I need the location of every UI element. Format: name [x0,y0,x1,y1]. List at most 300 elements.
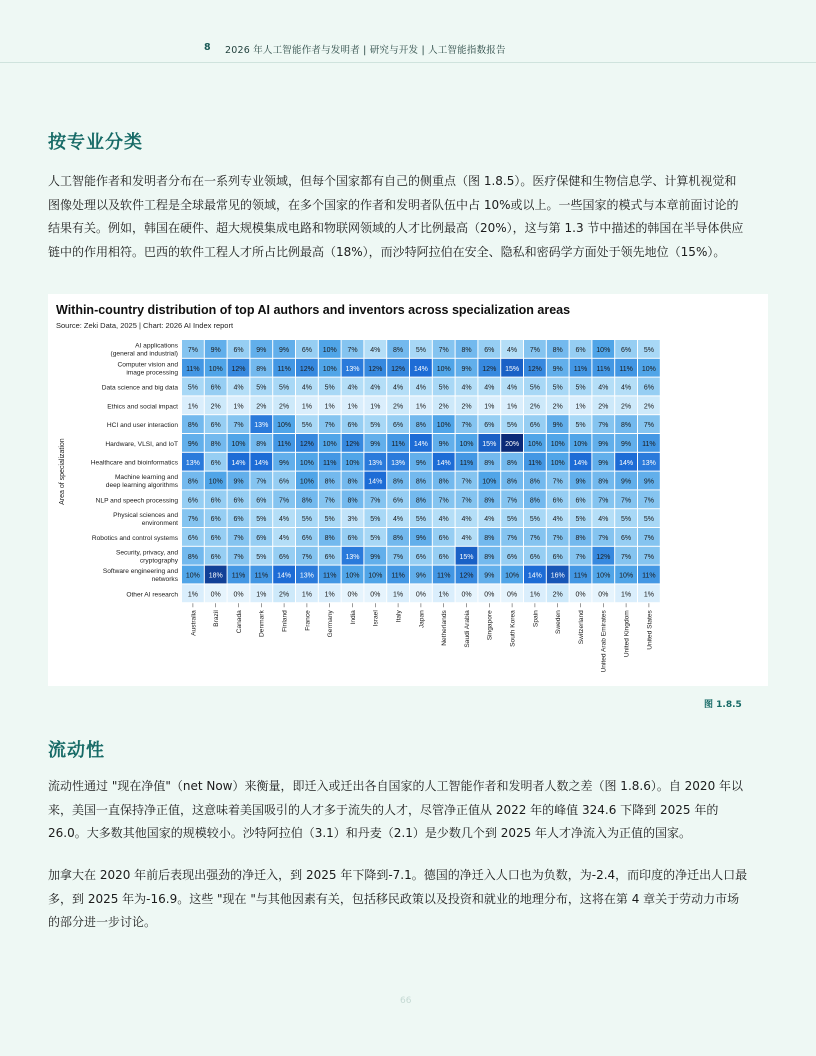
heatmap-cell-label: 8% [415,497,426,505]
heatmap-cell-label: 11% [619,365,633,373]
heatmap-cell-label: 5% [256,384,267,392]
heatmap-cell-label: 0% [415,591,426,599]
row-label: Computer vision and [117,361,178,369]
heatmap-cell-label: 5% [256,516,267,524]
heatmap-cell-label: 6% [552,497,563,505]
heatmap-cell-label: 2% [552,403,563,411]
heatmap-cell-label: 20% [505,441,520,448]
figure-label: 图 1.8.5 [704,700,742,710]
heatmap-cell-label: 6% [233,516,244,524]
mobility-paragraph-1: 流动性通过 "现在净值"（net Now）来衡量，即迁入或迁出各自国家的人工智能作者和发明者人数之差（图 1.8.6）。自 2020 年以来，美国一直保持净正值，这意味着美国吸引的人才多于流失的人才，尽管净正值从 2022 年的峰值 324.6 下降到 2025 年的 26.0。大多数其他国家的规模较小。沙特阿拉伯（3.1）和丹麦（2.1）是少数几个到 2025 年人才净流入为正值的国家。 [48,779,744,840]
heatmap-cell-label: 9% [187,441,198,448]
heatmap-cell-label: 5% [507,422,518,430]
heatmap-cell-label: 1% [575,403,586,411]
heatmap-cell-label: 4% [370,384,381,392]
heatmap-cell-label: 4% [279,516,290,524]
heatmap-cell-label: 12% [231,365,246,373]
heatmap-cell-label: 5% [643,516,654,524]
header-page-number: 8 [204,42,211,53]
heatmap-cell-label: 14% [254,459,269,467]
heatmap-cell-label: 1% [438,591,449,599]
heatmap-cell-label: 8% [256,365,267,373]
column-label: India [349,610,357,625]
heatmap-cell-label: 10% [596,572,611,580]
heatmap-cell-label: 1% [621,591,632,599]
heatmap-cell-label: 4% [484,384,495,392]
heatmap-cell-label: 8% [393,535,404,542]
heatmap-cell-label: 7% [256,478,267,486]
heatmap-cell-label: 2% [256,403,267,411]
heatmap-cell-label: 5% [187,384,198,392]
heatmap-cell-label: 6% [393,422,404,430]
heatmap-cell-label: 1% [347,403,358,411]
heatmap-cell-label: 7% [598,535,609,542]
heatmap-cell-label: 5% [643,347,654,354]
heatmap-cell-label: 1% [324,403,335,411]
heatmap-cell-label: 4% [507,347,518,354]
heatmap-cell-label: 7% [461,497,472,505]
section-title-specialization: 按专业分类 [48,132,143,153]
heatmap-cell-label: 6% [529,422,540,430]
heatmap-cell-label: 0% [461,591,472,599]
heatmap-cell-label: 11% [254,572,269,580]
column-label: Sweden [555,610,563,635]
heatmap-cell-label: 18% [208,572,223,580]
heatmap-cell-label: 4% [233,384,244,392]
heatmap-cell-label: 8% [393,347,404,354]
heatmap-cell-label: 14% [573,459,588,467]
row-label: networks [151,576,178,584]
heatmap-cell-label: 11% [277,441,291,448]
row-label: Robotics and control systems [91,534,178,542]
heatmap-cell-label: 11% [528,459,542,467]
heatmap-cell-label: 13% [641,459,656,467]
heatmap-cell-label: 10% [641,365,656,373]
heatmap-cell-label: 9% [415,572,426,580]
heatmap-cell-label: 6% [438,535,449,542]
heatmap-cell-label: 6% [256,497,267,505]
column-label: Israel [372,610,380,627]
heatmap-cell-label: 4% [393,384,404,392]
heatmap-cell-label: 9% [643,478,654,486]
heatmap-cell-label: 11% [391,441,405,448]
heatmap-cell-label: 11% [391,572,405,580]
heatmap-cell-label: 8% [507,478,518,486]
heatmap-cell-label: 5% [370,535,381,542]
heatmap-cell-label: 10% [550,459,565,467]
heatmap-cell-label: 5% [621,516,632,524]
heatmap-cell-label: 10% [596,347,611,354]
heatmap-cell-label: 10% [322,347,337,354]
heatmap-cell-label: 6% [438,553,449,561]
heatmap-cell-label: 1% [324,591,335,599]
heatmap-cell-label: 9% [438,441,449,448]
heatmap-cell-label: 6% [643,384,654,392]
header-divider [0,62,816,63]
heatmap-cell-label: 4% [552,516,563,524]
heatmap-cell-label: 11% [642,572,656,580]
heatmap-cell-label: 6% [621,347,632,354]
heatmap-cell-label: 8% [187,422,198,430]
heatmap-cell-label: 6% [210,459,221,467]
heatmap-cell-label: 10% [277,422,292,430]
heatmap-cell-label: 5% [415,516,426,524]
heatmap-cell-label: 5% [324,384,335,392]
heatmap-cell-label: 8% [507,459,518,467]
heatmap-cell-label: 8% [393,478,404,486]
heatmap-cell-label: 9% [233,478,244,486]
heatmap-cell-label: 10% [345,572,360,580]
mobility-paragraph-2: 加拿大在 2020 年前后表现出强劲的净迁入，到 2025 年下降到-7.1。德国的净迁入人口也为负数，为-2.4，而印度的净迁出人口最多，到 2025 年为-16.9。这些 "现在 "与其他因素有关，包括移民政策以及投资和就业的地理分布，这将在第 4 章关于劳动力市场的部分进一步讨论。 [48,868,748,929]
heatmap-cell-label: 2% [279,591,290,599]
heatmap-cell-label: 1% [187,591,198,599]
heatmap-cell-label: 5% [415,347,426,354]
column-label: Switzerland [577,610,585,645]
row-label: NLP and speech processing [95,497,178,505]
heatmap-cell-label: 8% [529,478,540,486]
heatmap-cell-label: 8% [438,478,449,486]
heatmap-cell-label: 8% [301,497,312,505]
heatmap-cell-label: 4% [438,516,449,524]
heatmap-cell-label: 4% [598,516,609,524]
row-label: Physical sciences and [113,511,178,519]
heatmap-cell-label: 4% [507,384,518,392]
heatmap-cell-label: 10% [619,572,634,580]
heatmap-cell-label: 8% [187,478,198,486]
heatmap-cell-label: 10% [505,572,520,580]
row-label: Machine learning and [114,474,178,482]
heatmap-cell-label: 9% [621,478,632,486]
heatmap-cell-label: 7% [552,535,563,542]
row-label: AI applications [135,342,178,350]
heatmap-cell-label: 2% [438,403,449,411]
heatmap-cell-label: 9% [552,422,563,430]
heatmap-cell-label: 1% [370,403,381,411]
heatmap-cell-label: 0% [598,591,609,599]
heatmap-cell-label: 13% [254,422,269,430]
heatmap-cell-label: 2% [598,403,609,411]
heatmap-cell-label: 9% [256,347,267,354]
column-label: France [304,610,312,631]
heatmap-cell-label: 12% [527,365,542,373]
heatmap-cell-label: 13% [299,572,314,580]
heatmap-cell-label: 6% [507,553,518,561]
heatmap-cell-label: 0% [233,591,244,599]
heatmap-cell-label: 14% [368,478,383,486]
heatmap-cell-label: 5% [507,516,518,524]
heatmap-cell-label: 8% [415,478,426,486]
heatmap-cell-label: 7% [393,553,404,561]
heatmap-cell-label: 0% [484,591,495,599]
heatmap-cell-label: 6% [347,535,358,542]
heatmap-cell-label: 12% [368,365,383,373]
breadcrumb: 2026 年人工智能作者与发明者 | 研究与开发 | 人工智能指数报告 [225,45,506,56]
heatmap-cell-label: 8% [347,478,358,486]
heatmap-cell-label: 6% [347,422,358,430]
heatmap-cell-label: 7% [233,535,244,542]
heatmap-cell-label: 5% [370,516,381,524]
heatmap-cell-label: 7% [461,422,472,430]
row-label: Other AI research [126,591,178,599]
heatmap-cell-label: 10% [482,478,497,486]
heatmap-cell-label: 13% [345,365,360,373]
column-label: Denmark [258,610,266,637]
heatmap-cell-label: 6% [233,347,244,354]
heatmap-cell-label: 1% [643,591,654,599]
heatmap-cell-label: 6% [575,497,586,505]
heatmap-cell-label: 11% [277,365,291,373]
heatmap-cell-label: 2% [643,403,654,411]
y-axis-title: Area of specialization [59,438,66,505]
column-label: Canada [235,610,243,634]
heatmap-cell-label: 6% [484,347,495,354]
column-label: Brazil [213,610,221,627]
heatmap-cell-label: 10% [299,478,314,486]
heatmap-cell-label: 7% [324,422,335,430]
heatmap-cell-label: 8% [415,422,426,430]
heatmap-cell-label: 11% [642,441,656,448]
heatmap-cell-label: 9% [575,478,586,486]
heatmap-cell-label: 14% [231,459,246,467]
heatmap-cell-label: 15% [459,553,474,561]
heatmap-cell-label: 11% [186,365,200,373]
page-number: 66 [400,996,412,1006]
heatmap-cell-label: 13% [345,553,360,561]
heatmap-chart [48,294,768,686]
heatmap-cell-label: 7% [598,497,609,505]
row-label: Security, privacy, and [115,549,178,557]
heatmap-cell-label: 8% [598,478,609,486]
heatmap-cell-label: 8% [621,422,632,430]
heatmap-cell-label: 13% [368,459,383,467]
heatmap-cell-label: 3% [347,516,358,524]
column-label: South Korea [509,610,517,647]
heatmap-cell-label: 1% [529,591,540,599]
heatmap-cell-label: 2% [279,403,290,411]
heatmap-cell-label: 5% [575,516,586,524]
heatmap-cell-label: 1% [393,591,404,599]
heatmap-cell-label: 10% [299,459,314,467]
heatmap-cell-label: 5% [256,553,267,561]
heatmap-cell-label: 11% [322,459,337,467]
heatmap-cell-label: 6% [233,497,244,505]
heatmap-cell-label: 6% [279,553,290,561]
heatmap-cell-label: 7% [233,553,244,561]
heatmap-cell-label: 10% [527,441,542,448]
heatmap-cell-label: 9% [484,572,495,580]
heatmap-cell-label: 13% [185,459,200,467]
heatmap-cell-label: 9% [415,459,426,467]
column-label: Spain [532,610,540,628]
heatmap-cell-label: 7% [507,497,518,505]
section-title-mobility: 流动性 [48,740,105,761]
heatmap-cell-label: 6% [301,347,312,354]
heatmap-cell-label: 11% [436,572,451,580]
heatmap-cell-label: 1% [187,403,198,411]
heatmap-cell-label: 8% [484,497,495,505]
heatmap-cell-label: 2% [461,403,472,411]
heatmap-cell-label: 5% [529,516,540,524]
heatmap-cell-label: 11% [459,459,474,467]
specialization-paragraph: 人工智能作者和发明者分布在一系列专业领域，但每个国家都有自己的侧重点（图 1.8.5）。医疗保健和生物信息学、计算机视觉和图像处理以及软件工程是全球最常见的领域，在多个国家的作者和发明者队伍中占 10%或以上。一些国家的模式与本章前面讨论的结果有关。例如，韩国在硬件、超大规模集成电路和物联网领域的人才比例最高（20%），这与第 1.3 节中描述的韩国在半导体供应链中的作用相符。巴西的软件工程人才所占比例最高（18%），而沙特阿拉伯在安全、隐私和密码学方面处于领先地位（15%）。 [48,174,744,259]
heatmap-cell-label: 4% [370,347,381,354]
heatmap-cell-label: 7% [643,553,654,561]
heatmap-cell-label: 10% [322,365,337,373]
heatmap-cell-label: 8% [187,553,198,561]
heatmap-cell-label: 7% [507,535,518,542]
heatmap-cell-label: 9% [279,459,290,467]
heatmap-cell-label: 12% [596,553,611,561]
row-label: (general and industrial) [110,350,178,358]
row-label: environment [141,519,178,527]
heatmap-cell-label: 4% [415,384,426,392]
heatmap-cell-label: 14% [277,572,292,580]
heatmap-cell-label: 7% [598,422,609,430]
heatmap-cell-label: 7% [370,497,381,505]
row-label: cryptography [139,557,178,565]
heatmap-cell-label: 6% [210,384,221,392]
heatmap-cell-label: 7% [461,478,472,486]
column-label: Italy [395,610,403,623]
heatmap-cell-label: 9% [415,535,426,542]
heatmap-cell-label: 5% [529,384,540,392]
heatmap-cell-label: 11% [596,365,611,373]
heatmap-cell-label: 4% [301,384,312,392]
heatmap-cell-label: 4% [393,516,404,524]
heatmap-cell-label: 11% [573,572,588,580]
heatmap-cell-label: 9% [598,459,609,467]
heatmap-cell-label: 1% [415,403,426,411]
heatmap-cell-label: 7% [301,553,312,561]
heatmap-cell-label: 7% [347,347,358,354]
heatmap-cell-label: 4% [279,535,290,542]
heatmap-cell-label: 6% [393,497,404,505]
column-label: United States [646,610,654,650]
heatmap-cell-label: 11% [231,572,246,580]
heatmap-cell-label: 5% [279,384,290,392]
heatmap-cell-label: 5% [370,422,381,430]
row-label: Ethics and social impact [107,403,178,411]
heatmap-cell-label: 11% [573,365,588,373]
heatmap-cell-label: 5% [575,384,586,392]
heatmap-cell-label: 0% [507,591,518,599]
heatmap-cell-label: 1% [233,403,244,411]
heatmap-cell-label: 15% [482,441,497,448]
heatmap-cell-label: 8% [484,459,495,467]
heatmap-cell-label: 8% [324,535,335,542]
row-label: Software engineering and [102,568,178,576]
heatmap-cell-label: 9% [370,441,381,448]
heatmap-cell-label: 6% [210,497,221,505]
heatmap-cell-label: 10% [345,459,360,467]
row-label: image processing [126,369,178,377]
row-label: deep learning algorithms [105,482,178,490]
chart-source: Source: Zeki Data, 2025 | Chart: 2026 AI Index report [56,321,234,330]
heatmap-svg [48,294,768,686]
heatmap-cell-label: 6% [210,516,221,524]
heatmap-cell-label: 8% [484,535,495,542]
column-label: United Kingdom [623,610,631,658]
column-label: Germany [327,610,335,638]
heatmap-cell-label: 6% [621,535,632,542]
chart-title: Within-country distribution of top AI authors and inventors across specialization areas [56,303,571,317]
heatmap-cell-label: 14% [619,459,634,467]
heatmap-cell-label: 7% [438,497,449,505]
row-label: Data science and big data [101,384,178,392]
heatmap-cell-label: 8% [324,478,335,486]
heatmap-cell-label: 7% [324,497,335,505]
heatmap-cell-label: 7% [621,553,632,561]
heatmap-cell-label: 6% [210,422,221,430]
heatmap-cell-label: 10% [368,572,383,580]
heatmap-cell-label: 10% [231,441,246,448]
heatmap-cell-label: 9% [621,441,632,448]
heatmap-cell-label: 13% [391,459,406,467]
heatmap-cell-label: 7% [187,347,198,354]
heatmap-cell-label: 14% [413,441,428,448]
heatmap-cell-label: 14% [413,365,428,373]
heatmap-cell-label: 4% [621,384,632,392]
heatmap-cell-label: 10% [436,422,451,430]
heatmap-cell-label: 5% [575,422,586,430]
heatmap-cell-label: 10% [573,441,588,448]
heatmap-cell-label: 10% [459,441,474,448]
heatmap-cell-label: 7% [233,422,244,430]
heatmap-cell-label: 16% [550,572,565,580]
heatmap-cell-label: 1% [484,403,495,411]
heatmap-cell-label: 9% [279,347,290,354]
heatmap-cell-label: 7% [529,347,540,354]
heatmap-cell-label: 2% [210,403,221,411]
row-label: HCI and user interaction [106,422,178,430]
column-label: Singapore [486,610,494,641]
heatmap-cell-label: 6% [187,497,198,505]
column-label: Finland [281,610,289,632]
heatmap-cell-label: 0% [210,591,221,599]
heatmap-cell-label: 12% [391,365,406,373]
heatmap-cell-label: 5% [438,384,449,392]
heatmap-cell-label: 2% [529,403,540,411]
heatmap-cell-label: 2% [621,403,632,411]
heatmap-cell-label: 7% [279,497,290,505]
heatmap-cell-label: 2% [552,591,563,599]
row-label: Hardware, VLSI, and IoT [105,440,178,448]
heatmap-cell-label: 6% [552,553,563,561]
heatmap-cell-label: 6% [256,535,267,542]
column-label: Japan [418,610,426,629]
heatmap-cell-label: 5% [301,422,312,430]
heatmap-cell-label: 7% [529,535,540,542]
heatmap-cell-label: 11% [322,572,337,580]
column-label: United Arab Emirates [600,610,608,673]
row-label: Healthcare and bioinformatics [90,459,178,467]
column-label: Australia [190,610,198,636]
heatmap-cell-label: 6% [415,553,426,561]
heatmap-cell-label: 8% [552,347,563,354]
heatmap-cell-label: 12% [299,365,314,373]
heatmap-cell-label: 6% [279,478,290,486]
heatmap-cell-label: 6% [575,347,586,354]
heatmap-cell-label: 7% [552,478,563,486]
heatmap-cell-label: 10% [436,365,451,373]
heatmap-cell-label: 5% [552,384,563,392]
heatmap-cell-label: 6% [210,553,221,561]
heatmap-cell-label: 10% [208,478,223,486]
heatmap-cell-label: 7% [575,553,586,561]
heatmap-cell-label: 9% [598,441,609,448]
heatmap-cell-label: 0% [347,591,358,599]
heatmap-cell-label: 1% [256,591,267,599]
